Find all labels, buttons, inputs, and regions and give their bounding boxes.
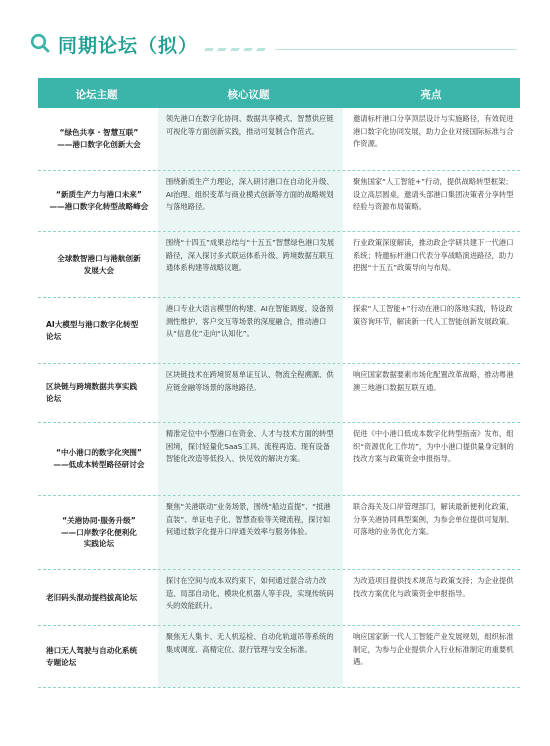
forum-table [38, 78, 520, 688]
table-row [38, 232, 520, 298]
title-divider [205, 44, 517, 54]
highlight: 探索“人工智能+”行动在港口的落地实践，特设政策咨询环节，解读新一代人工智能创新发展政策。 [352, 304, 514, 326]
table-body [38, 108, 520, 688]
search-icon [30, 33, 50, 53]
forum-theme-line: ——港口数字化转型战略峰会 [49, 202, 149, 211]
forum-theme-line: “关港协同·服务升级” [62, 515, 136, 525]
forum-theme [38, 626, 158, 687]
forum-theme-line: 发展大会 [83, 265, 115, 275]
forum-theme-line: ——港口数字化创新大会 [57, 140, 141, 149]
forum-theme-line: 论坛 [46, 394, 62, 403]
header-topic: 核心议题 [227, 88, 270, 101]
forum-theme-line: 专题论坛 [46, 657, 77, 667]
forum-theme-line: “新质生产力与港口未来” [55, 190, 142, 200]
forum-theme-line: 全球数智港口与港航创新 [57, 253, 141, 263]
page-header [0, 0, 550, 60]
forum-theme-line: “绿色共享 · 智慧互联” [59, 128, 139, 138]
core-topic: 精准定位中小型港口在资金、人才与技术方面的转型困境，探讨轻量化SaaS工具、流程再造、现有设备智能化改造等低投入、快见效的解决方案。 [158, 423, 343, 495]
core-topic: 围绕“十四五”成果总结与“十五五”智慧绿色港口发展路径，深入探讨多式联运体系升级、跨境数据互联互通体系构建等战略议题。 [158, 232, 343, 297]
forum-theme-line: ——口岸数字化便利化 [60, 527, 137, 537]
highlight: 响应国家新一代人工智能产业发展规划，组织标准制定，为参与企业提供介入行业标准制定的重要机遇。 [352, 632, 514, 667]
highlight: 联合海关及口岸管理部门，解读最新便利化政策，分享关港协同典型案例，为参会单位提供可复制、可落地的业务优化方案。 [352, 502, 514, 537]
table-header [38, 80, 520, 108]
header-highlight: 亮点 [420, 88, 442, 101]
forum-theme-line: 港口无人驾驶与自动化系统 [46, 645, 138, 655]
highlight: 促进《中小港口低成本数字化转型指南》发布，组织“资源优化工作坊”，为中小港口提供量身定制的技改方案与政策资金申报指导。 [352, 429, 514, 464]
highlight: 聚焦国家“人工智能+”行动，提供战略转型框架；设立高层圆桌，邀请头部港口集团决策者分享转型经验与资源布局策略。 [352, 177, 514, 212]
forum-theme-line: ——低成本转型路径研讨会 [53, 460, 145, 469]
core-topic: 聚焦“关港联动”业务场景，围绕“船边直提”、“抵港直装”、单证电子化、智慧查验等关键流程，探讨如何通过数字化提升口岸通关效率与服务体验。 [158, 496, 343, 569]
table-row [38, 626, 520, 688]
table-row [38, 570, 520, 626]
core-topic: 领先港口在数字化协同、数据共享模式、智慧供应链可视化等方面创新实践，推动可复制合作范式。 [158, 108, 343, 170]
header-theme: 论坛主题 [75, 88, 118, 101]
forum-theme [38, 570, 158, 625]
core-topic: 港口专业大语言模型的构建、AI在智能调度、设备预测性维护、客户交互等场景的深度融合，推动港口从“信息化”走向“认知化”。 [158, 298, 343, 363]
table-row [38, 423, 520, 496]
forum-theme [38, 364, 158, 422]
table-row [38, 364, 520, 423]
forum-theme-line: AI大模型与港口数字化转型 [46, 319, 139, 329]
forum-theme [38, 108, 158, 170]
forum-theme-line: 区块链与跨境数据共享实践 [46, 382, 138, 392]
core-topic: 围绕新质生产力理论，深入研讨港口在自动化升级、AI治理、组织变革与商业模式创新等方面的战略规划与落地路径。 [158, 171, 343, 231]
highlight: 邀请标杆港口分享顶层设计与实施路径，有效促进港口数字化协同发展，助力企业对接国际标准与合作资源。 [352, 114, 514, 149]
forum-theme [38, 496, 158, 569]
core-topic: 聚焦无人集卡、无人机巡检、自动化轨道吊等系统的集成调度、高精定位、混行管理与安全标准。 [158, 626, 343, 687]
forum-theme-line: 实践论坛 [83, 539, 115, 549]
forum-theme [38, 232, 158, 297]
table-row [38, 298, 520, 364]
forum-theme-line: 老旧码头混动提档拔高论坛 [46, 592, 138, 602]
highlight: 行业政策深度解读，推动政企学研共建下一代港口系统；特邀标杆港口代表分享战略演进路径，助力把握“十五五”政策导向与布局。 [352, 238, 514, 273]
table-row [38, 496, 520, 570]
forum-theme [38, 298, 158, 363]
table-row [38, 108, 520, 171]
forum-theme-line: “中小港口的数字化突围” [55, 448, 142, 458]
forum-theme [38, 171, 158, 231]
highlight: 为改造项目提供技术规范与政策支持；为企业提供技改方案优化与政策资金申报指导。 [352, 576, 514, 598]
table-row [38, 171, 520, 232]
forum-theme [38, 423, 158, 495]
highlight: 响应国家数据要素市场化配置改革战略，推动粤港澳三地港口数据互联互通。 [352, 370, 514, 392]
page-title: 同期论坛（拟） [58, 35, 199, 57]
core-topic: 探讨在空间与成本双约束下，如何通过混合动力改造、局部自动化、模块化机器人等手段，实现传统码头的效能跃升。 [158, 570, 343, 625]
forum-theme-line: 论坛 [46, 331, 62, 341]
core-topic: 区块链技术在跨境贸易单证互认、物流全程溯源、供应链金融等场景的落地路径。 [158, 364, 343, 422]
